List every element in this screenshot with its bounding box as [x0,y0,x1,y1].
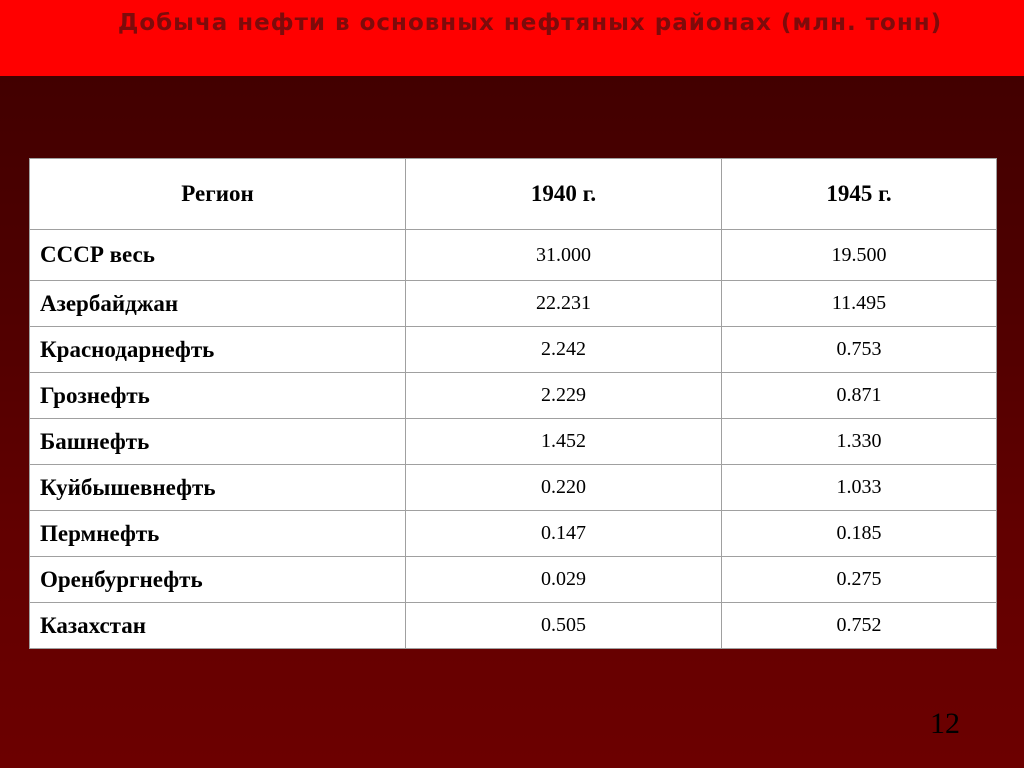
region-cell: Башнефть [30,419,406,465]
value-1940-cell: 0.505 [406,603,722,649]
data-table-container [29,158,996,649]
region-cell: Оренбургнефть [30,557,406,603]
table-row [30,230,997,281]
value-1945-cell: 0.871 [722,373,997,419]
value-1945-cell: 0.185 [722,511,997,557]
region-cell: Казахстан [30,603,406,649]
page-number: 12 [930,707,960,740]
value-1945-cell: 0.752 [722,603,997,649]
header-region: Регион [30,159,406,230]
table-body [30,230,997,649]
value-1945-cell: 11.495 [722,281,997,327]
value-1940-cell: 2.229 [406,373,722,419]
table-row [30,327,997,373]
table-row [30,557,997,603]
table-row [30,419,997,465]
region-cell: Грознефть [30,373,406,419]
slide-title: Добыча нефти в основных нефтяных районах (млн. тонн) [117,10,943,36]
table-row [30,511,997,557]
value-1945-cell: 1.033 [722,465,997,511]
table-row [30,373,997,419]
title-bar [0,0,1024,76]
region-cell: Азербайджан [30,281,406,327]
header-row [30,159,997,230]
value-1940-cell: 0.220 [406,465,722,511]
value-1940-cell: 22.231 [406,281,722,327]
header-year-1940: 1940 г. [406,159,722,230]
value-1945-cell: 1.330 [722,419,997,465]
value-1945-cell: 0.753 [722,327,997,373]
region-cell: Пермнефть [30,511,406,557]
value-1940-cell: 1.452 [406,419,722,465]
header-year-1945: 1945 г. [722,159,997,230]
region-cell: Куйбышевнефть [30,465,406,511]
table-header [30,159,997,230]
table-row [30,603,997,649]
value-1940-cell: 2.242 [406,327,722,373]
value-1940-cell: 31.000 [406,230,722,281]
region-cell: Краснодарнефть [30,327,406,373]
value-1940-cell: 0.147 [406,511,722,557]
table-row [30,281,997,327]
oil-production-table [29,158,997,649]
region-cell: СССР весь [30,230,406,281]
table-row [30,465,997,511]
value-1940-cell: 0.029 [406,557,722,603]
value-1945-cell: 0.275 [722,557,997,603]
value-1945-cell: 19.500 [722,230,997,281]
